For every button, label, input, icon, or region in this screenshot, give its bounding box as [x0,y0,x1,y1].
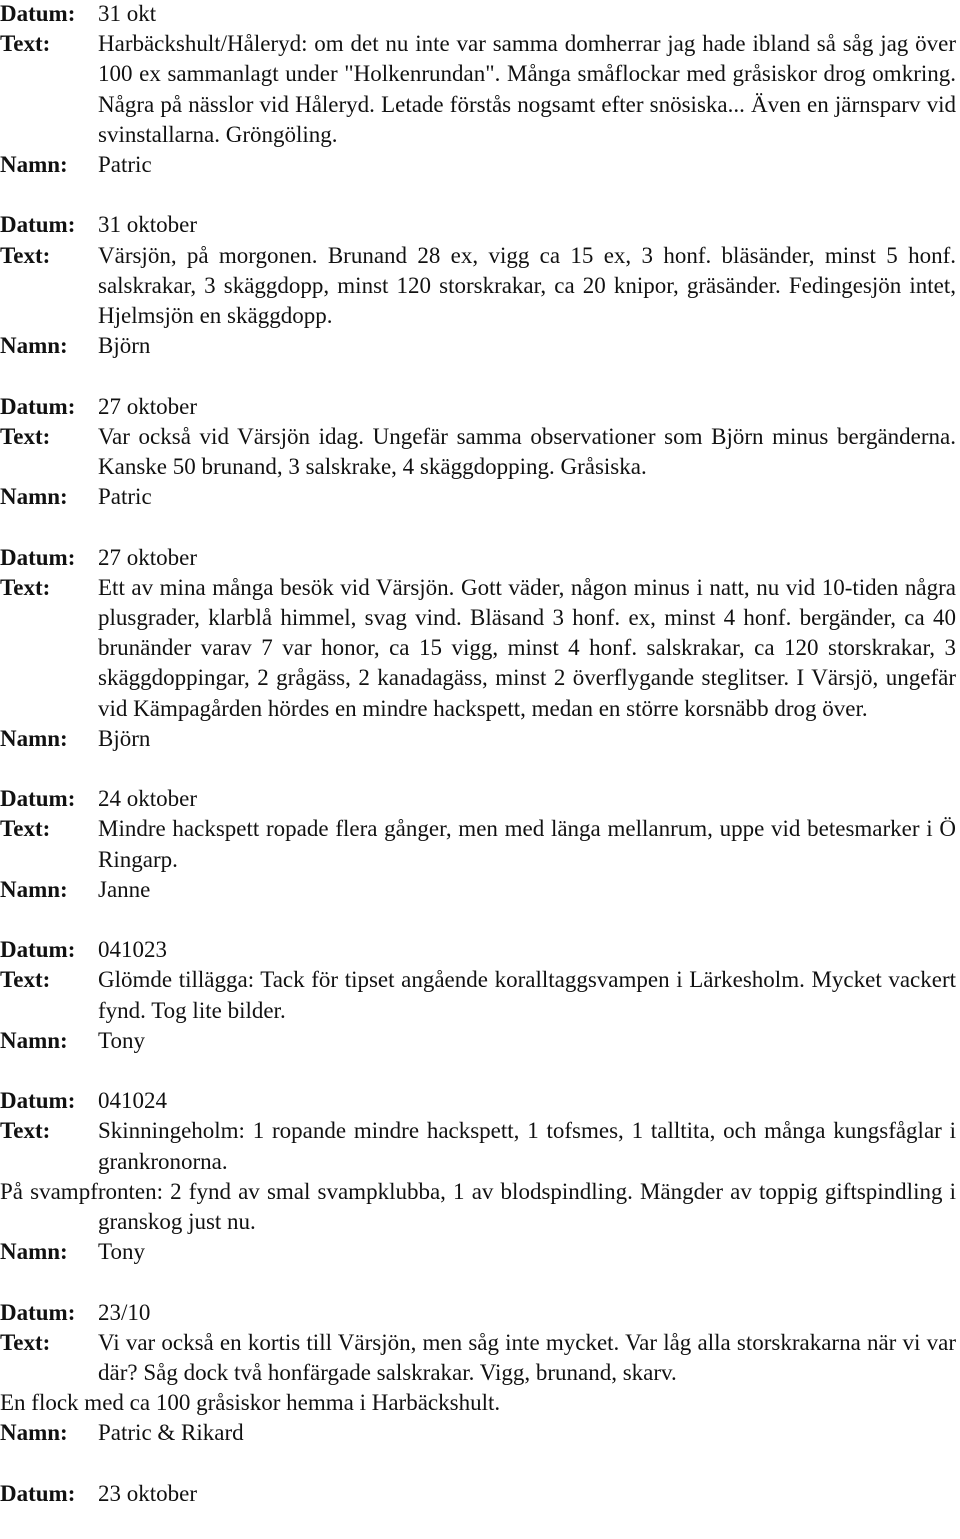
datum-label: Datum: [0,937,76,963]
namn-row [0,331,956,361]
text-label: Text: [0,967,51,993]
datum-value: 27 oktober [98,393,198,419]
datum-row [0,784,956,814]
datum-value: 23 oktober [98,1480,198,1506]
datum-value: 31 oktober [98,212,198,238]
namn-label: Namn: [0,152,68,178]
entry [0,1479,956,1509]
text-continuation: På svampfronten: 2 fynd av smal svampklubba, 1 av blodspindling. Mängder av toppig giftspindling i granskog just nu. [0,1178,956,1235]
namn-row [0,1418,956,1448]
datum-value: 24 oktober [98,786,198,812]
datum-value: 23/10 [98,1299,151,1325]
text-value: Vi var också en kortis till Värsjön, men såg inte mycket. Var låg alla storskrakarna när vi var där? Såg dock två honfärgade salskrakar. Vigg, brunand, skarv. [98,1329,956,1386]
entry [0,1086,956,1267]
namn-row [0,1237,956,1267]
text-label: Text: [0,242,51,268]
datum-label: Datum: [0,1088,76,1114]
text-row [0,241,956,332]
entry [0,1298,956,1449]
text-row [0,573,956,724]
datum-row [0,935,956,965]
text-continuation: En flock med ca 100 gråsiskor hemma i Harbäckshult. [0,1390,501,1416]
datum-row [0,543,956,573]
datum-row [0,1479,956,1509]
namn-value: Tony [98,1027,145,1053]
datum-value: 041024 [98,1088,167,1114]
entry [0,210,956,361]
datum-value: 27 oktober [98,544,198,570]
namn-row [0,150,956,180]
namn-row [0,1026,956,1056]
text-row [0,422,956,482]
text-value: Värsjön, på morgonen. Brunand 28 ex, vigg ca 15 ex, 3 honf. bläsänder, minst 5 honf. salskrakar, 3 skäggdopp, minst 120 storskrakar, ca 20 knipor, gräsänder. Fedingesjön intet, Hjelmsjön en skäggdopp. [98,242,956,329]
namn-row [0,724,956,754]
entry [0,0,956,180]
datum-row [0,1298,956,1328]
namn-value: Patric [98,484,152,510]
text-label: Text: [0,1118,51,1144]
datum-label: Datum: [0,1299,76,1325]
text-value: Glömde tillägga: Tack för tipset angående koralltaggsvampen i Lärkesholm. Mycket vackert fynd. Tog lite bilder. [98,967,956,1023]
datum-value: 041023 [98,937,167,963]
namn-value: Björn [98,725,151,751]
datum-label: Datum: [0,1,76,26]
namn-value: Janne [98,876,151,902]
text-value: Ett av mina många besök vid Värsjön. Gott väder, någon minus i natt, nu vid 10-tiden några plusgrader, klarblå himmel, svag vind. Bläsand 3 honf. ex, minst 4 honf. bergänder, ca 40 brunänder varav 7 var honor, ca 15 vigg, minst 4 honf. salskrakar, ca 120 storskrakar, 3 skäggdoppingar, 2 grågäss, 2 kanadagäss, minst 2 överflygande steglitser. I Värsjö, ungefär vid Kämpagården hördes en mindre hackspett, medan en större korsnäbb drog över. [98,574,956,721]
text-label: Text: [0,423,51,449]
text-row [0,29,956,150]
datum-label: Datum: [0,393,76,419]
datum-label: Datum: [0,1480,76,1506]
datum-row [0,0,956,29]
datum-row [0,392,956,422]
entry [0,543,956,754]
namn-row [0,482,956,512]
namn-label: Namn: [0,1420,68,1446]
namn-value: Björn [98,333,151,359]
text-row [0,814,956,874]
text-row [0,965,956,1025]
entry [0,392,956,513]
text-value: Mindre hackspett ropade flera gånger, men med länga mellanrum, uppe vid betesmarker i Ö Ringarp. [98,816,956,872]
text-row [0,1328,956,1388]
text-value: Skinningeholm: 1 ropande mindre hackspett, 1 tofsmes, 1 talltita, och många kungsfåglar i grankronorna. [98,1118,956,1174]
datum-label: Datum: [0,212,76,238]
namn-label: Namn: [0,1027,68,1053]
text-row [0,1116,956,1176]
datum-row [0,210,956,240]
namn-label: Namn: [0,725,68,751]
text-label: Text: [0,31,51,57]
datum-row [0,1086,956,1116]
text-label: Text: [0,1329,51,1355]
datum-label: Datum: [0,786,76,812]
text-label: Text: [0,574,51,600]
datum-label: Datum: [0,544,76,570]
namn-value: Tony [98,1239,145,1265]
entry [0,784,956,905]
namn-value: Patric [98,152,152,178]
text-value: Var också vid Värsjön idag. Ungefär samma observationer som Björn minus bergänderna. Kanske 50 brunand, 3 salskrake, 4 skäggdopping. Gråsiska. [98,423,956,480]
namn-row [0,875,956,905]
namn-label: Namn: [0,333,68,359]
text-label: Text: [0,816,51,842]
entry [0,935,956,1056]
namn-label: Namn: [0,1239,68,1265]
datum-value: 31 okt [98,1,157,26]
namn-value: Patric & Rikard [98,1420,244,1446]
namn-label: Namn: [0,876,68,902]
text-value: Harbäckshult/Håleryd: om det nu inte var samma domherrar jag hade ibland så såg jag över 100 ex sammanlagt under "Holkenrundan". Många småflockar med gråsiskor drog omkring. Några på nässlor vid Håleryd. Letade förstås nogsamt efter snösiska... Även en järnsparv vid svinstallarna. Gröngöling. [98,31,956,147]
namn-label: Namn: [0,484,68,510]
